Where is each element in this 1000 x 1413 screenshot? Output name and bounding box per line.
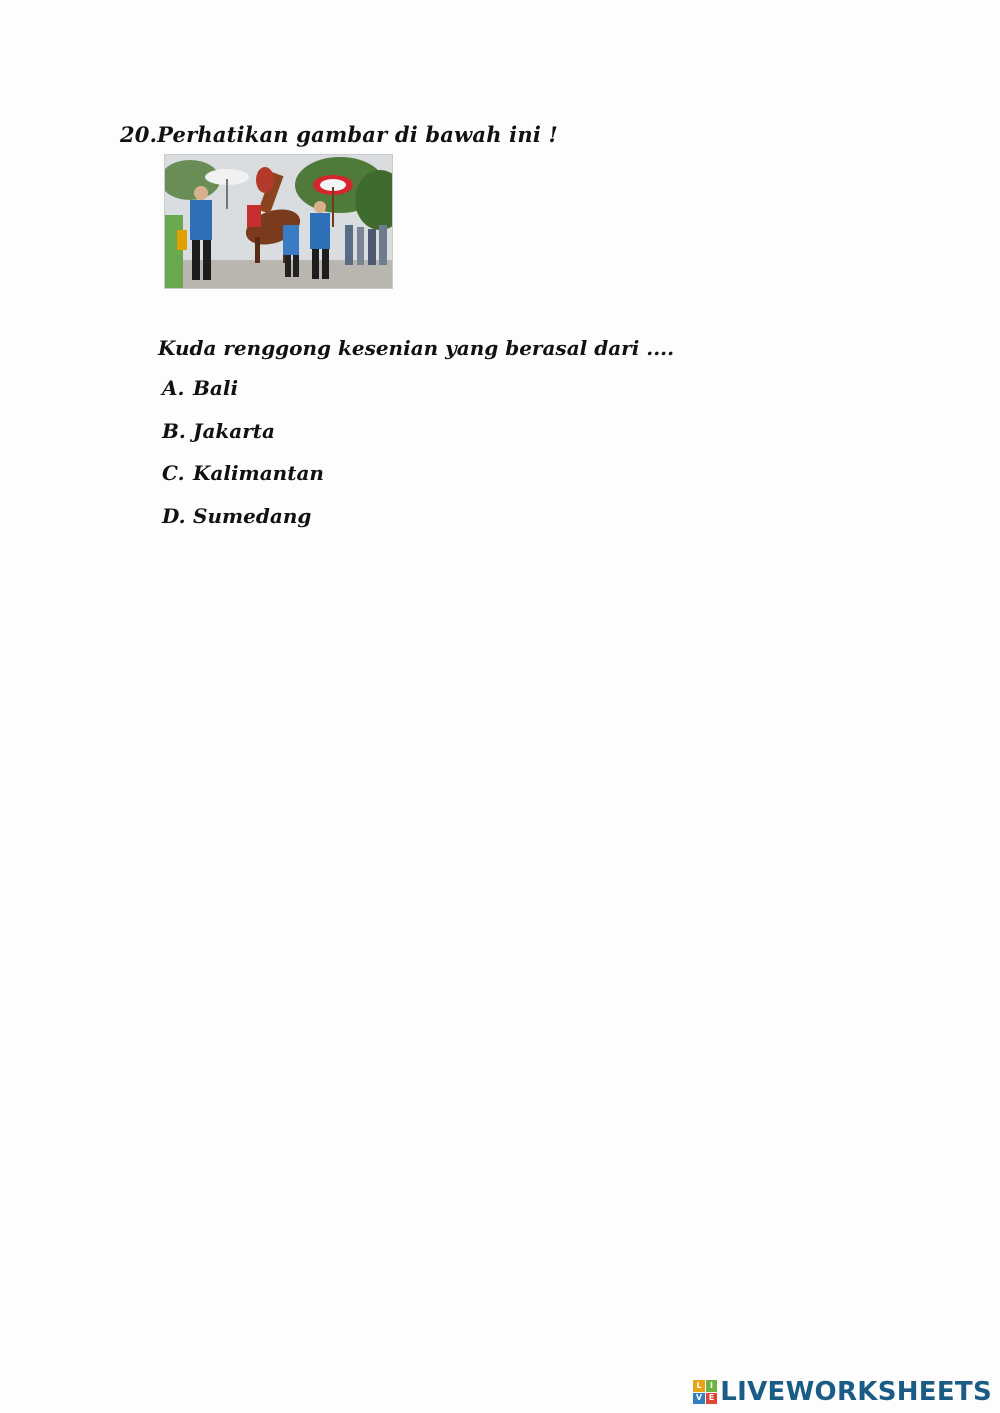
option-a[interactable]	[162, 376, 324, 419]
logo-letter: L	[693, 1380, 705, 1392]
kuda-renggong-photo-illustration	[165, 155, 392, 288]
logo-letter: I	[706, 1380, 718, 1392]
liveworksheets-watermark	[693, 1377, 992, 1407]
question-prompt: Kuda renggong kesenian yang berasal dari ....	[158, 336, 675, 360]
watermark-text: LIVEWORKSHEETS	[720, 1377, 992, 1407]
option-letter: B.	[162, 418, 186, 443]
option-text: Jakarta	[193, 418, 275, 443]
option-c[interactable]	[162, 461, 324, 504]
question-photo	[164, 154, 393, 289]
logo-letter: V	[693, 1393, 705, 1405]
option-letter: D.	[162, 503, 186, 528]
logo-letter: E	[706, 1393, 718, 1405]
question-title: 20.Perhatikan gambar di bawah ini !	[120, 122, 558, 147]
option-text: Kalimantan	[193, 461, 324, 485]
option-letter: A.	[162, 376, 185, 400]
option-text: Sumedang	[193, 503, 312, 528]
option-text: Bali	[193, 376, 239, 400]
liveworksheets-logo-icon	[693, 1380, 717, 1404]
option-d[interactable]	[162, 504, 324, 547]
answer-options	[162, 376, 324, 546]
option-b[interactable]	[162, 419, 324, 462]
option-letter: C.	[162, 461, 185, 485]
